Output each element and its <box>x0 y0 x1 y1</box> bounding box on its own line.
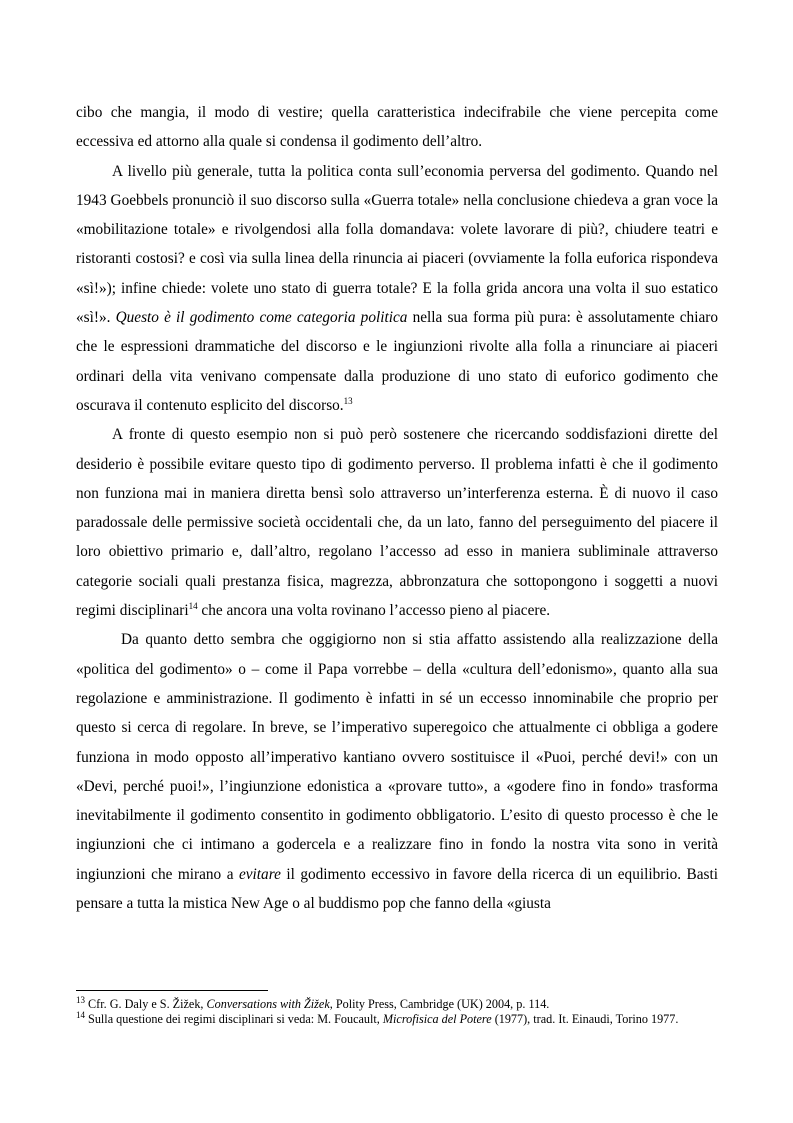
footnote-divider <box>76 990 268 991</box>
footnotes <box>76 990 718 1027</box>
italic-phrase: Questo è il godimento come categoria politica <box>115 309 408 327</box>
text-segment: A fronte di questo esempio non si può però sostenere che ricercando soddisfazioni dirette del desiderio è possibile evitare questo tipo di godimento perverso. Il problema infatti è che il godimento non funziona mai in maniera diretta bensì solo attraverso un’interferenza esterna. È di nuovo il caso paradossale delle permissive società occidentali che, da un lato, fanno del perseguimento del piacere il loro obiettivo primario e, dall’altro, regolano l’accesso ad esso in maniera subliminale attraverso categorie sociali quali prestanza fisica, magrezza, abbronzatura che sottopongono i soggetti a nuovi regimi disciplinari <box>76 426 718 620</box>
italic-phrase: Conversations with Žižek <box>206 997 330 1011</box>
paragraph-goebbels <box>76 157 718 421</box>
footnote-14 <box>76 1009 718 1027</box>
footnote-reference: 14 <box>188 600 198 611</box>
text-segment: che ancora una volta rovinano l’accesso pieno al piacere. <box>197 602 551 620</box>
page-body <box>76 98 718 918</box>
text-segment: , Polity Press, Cambridge (UK) 2004, p. 114. <box>329 997 550 1011</box>
footnote-reference: 13 <box>76 994 85 1005</box>
text-segment: nella sua forma più pura: è assolutamente chiaro che le espressioni drammatiche del discorso e le ingiunzioni rivolte alla folla a rinunciare ai piaceri ordinari della vita venivano compensate dalla produzione di uno stato di euforico godimento che oscurava il contenuto esplicito del discorso. <box>76 309 718 414</box>
footnote-reference: 13 <box>343 395 353 406</box>
footnote-reference: 14 <box>76 1009 85 1020</box>
paragraph-continuation <box>76 98 718 157</box>
italic-phrase: Microfisica del Potere <box>382 1012 492 1026</box>
text-segment: A livello più generale, tutta la politica conta sull’economia perversa del godimento. Quando nel 1943 Goebbels pronunciò il suo discorso sulla «Guerra totale» nella conclusione chiedeva a gran voce la «mobilitazione totale» e rivolgendosi alla folla domandava: volete lavorare di più?, chiudere teatri e ristoranti costosi? e così via sulla linea della rinuncia ai piaceri (ovviamente la folla euforica rispondeva «sì!»); infine chiede: volete uno stato di guerra totale? E la folla grida ancora una volta il suo estatico «sì!». <box>76 162 718 327</box>
text-segment: cibo che mangia, il modo di vestire; quella caratteristica indecifrabile che viene percepita come eccessiva ed attorno alla quale si condensa il godimento dell’altro. <box>76 104 718 151</box>
text-segment: il godimento eccessivo in favore della ricerca di un equilibrio. Basti pensare a tutta la mistica New Age o al buddismo pop che fanno della «giusta <box>76 865 718 913</box>
text-segment: Sulla questione dei regimi disciplinari si veda: M. Foucault, <box>85 1012 383 1026</box>
footnote-13 <box>76 994 718 1012</box>
paragraph-politics-of-enjoyment <box>76 625 718 918</box>
paragraph-perverse-enjoyment <box>76 420 718 625</box>
text-segment: Cfr. G. Daly e S. Žižek, <box>85 997 207 1011</box>
text-segment: (1977), trad. It. Einaudi, Torino 1977. <box>491 1012 679 1026</box>
italic-phrase: evitare <box>238 865 281 883</box>
text-segment: Da quanto detto sembra che oggigiorno non si stia affatto assistendo alla realizzazione della «politica del godimento» o – come il Papa vorrebbe – della «cultura dell’edonismo», quanto alla sua regolazione e amministrazione. Il godimento è infatti in sé un eccesso innominabile che proprio per questo si cerca di regolare. In breve, se l’imperativo superegoico che attualmente ci obbliga a godere funziona in modo opposto all’imperativo kantiano ovvero sostituisce il «Puoi, perché devi!» con un «Devi, perché puoi!», l’ingiunzione edonistica a «provare tutto», a «godere fino in fondo» trasforma inevitabilmente il godimento consentito in godimento obbligatorio. L’esito di questo processo è che le ingiunzioni che ci intimano a godercela e a realizzare fino in fondo la nostra vita sono in verità ingiunzioni che mirano a <box>76 631 718 883</box>
